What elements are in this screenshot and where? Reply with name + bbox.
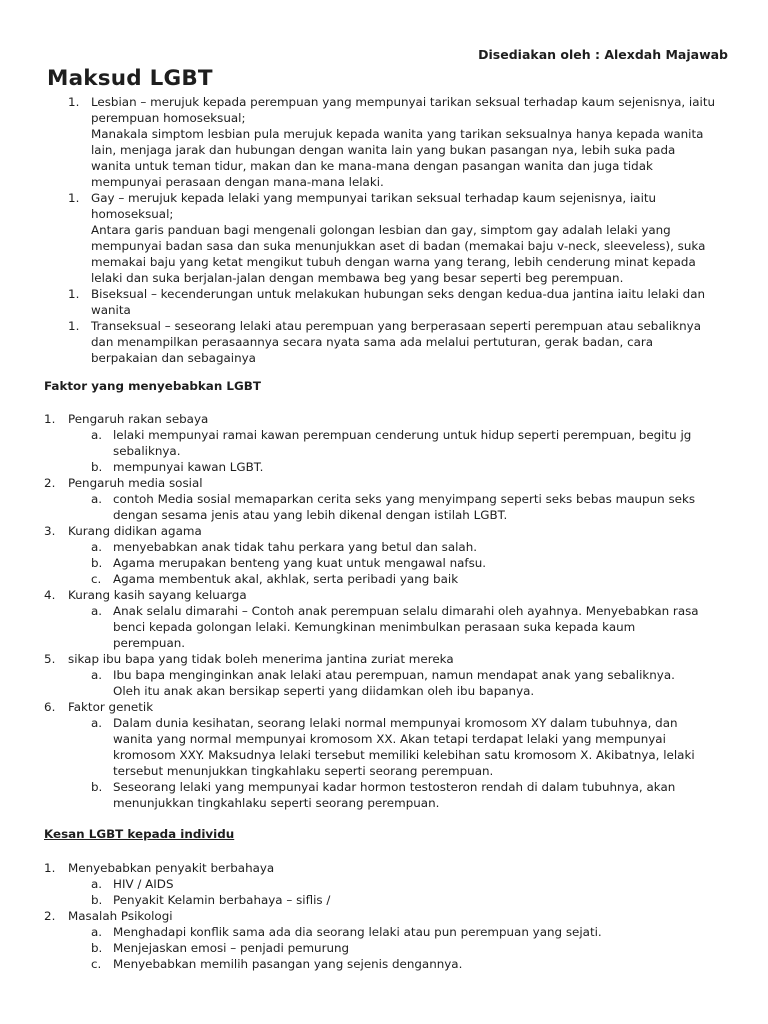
sub-item-text: menunjukkan tingkahlaku seperti seorang perempuan. [113, 796, 440, 810]
definition-text: lelaki dan suka berjalan-jalan dengan membawa beg yang besar seperti beg perempuan. [91, 271, 624, 285]
definition-text: Lesbian – merujuk kepada perempuan yang mempunyai tarikan seksual terhadap kaum sejenisnya, iaitu [91, 95, 716, 109]
definition-text: Transeksual – seseorang lelaki atau perempuan yang berperasaan seperti perempuan atau sebaliknya [91, 319, 701, 333]
sub-item-text: benci kepada golongan lelaki. Kemungkinan menimbulkan perasaan suka kepada kaum [113, 620, 636, 634]
definition-text: homoseksual; [91, 207, 174, 221]
definition-text: dan menampilkan perasaannya secara nyata sama ada melalui pertuturan, gerak badan, cara [91, 335, 654, 349]
sub-item-text: HIV / AIDS [113, 877, 174, 891]
sub-item-text: tersebut menunjukkan tingkahlaku seperti seorang perempuan. [113, 764, 494, 778]
sub-item-letter: a. [91, 877, 103, 891]
sub-item-text: Menjejaskan emosi – penjadi pemurung [113, 941, 350, 955]
definition-text: berpakaian dan sebagainya [91, 351, 256, 365]
list-item-title: Kurang didikan agama [68, 524, 202, 538]
definition-text: Antara garis panduan bagi mengenali golongan lesbian dan gay, simptom gay adalah lelaki yang [91, 223, 671, 237]
list-item-number: 2. [44, 909, 56, 923]
sub-item-text: Agama merupakan benteng yang kuat untuk mengawal nafsu. [113, 556, 487, 570]
list-item-title: Kurang kasih sayang keluarga [68, 588, 247, 602]
sub-item-letter: b. [91, 556, 103, 570]
sub-item-text: contoh Media sosial memaparkan cerita seks yang menyimpang seperti seks bebas maupun seks [113, 492, 696, 506]
sub-item-letter: a. [91, 492, 103, 506]
sub-item-letter: a. [91, 668, 103, 682]
sub-item-text: Menghadapi konflik sama ada dia seorang lelaki atau pun perempuan yang sejati. [113, 925, 602, 939]
sub-item-text: menyebabkan anak tidak tahu perkara yang betul dan salah. [113, 540, 478, 554]
definition-number: 1. [68, 287, 80, 301]
sub-item-letter: b. [91, 460, 103, 474]
section-heading-factors: Faktor yang menyebabkan LGBT [44, 379, 261, 393]
definition-text: wanita untuk teman tidur, makan dan ke mana-mana dengan pasangan wanita dan juga tidak [91, 159, 653, 173]
author-credit: Disediakan oleh : Alexdah Majawab [478, 47, 728, 62]
definition-number: 1. [68, 319, 80, 333]
definition-text: mempunyai badan sasa dan suka menunjukkan aset di badan (memakai baju v-neck, sleeveless), suka [91, 239, 706, 253]
definition-text: Manakala simptom lesbian pula merujuk kepada wanita yang tarikan seksualnya hanya kepada wanita [91, 127, 704, 141]
definition-text: wanita [91, 303, 131, 317]
list-item-number: 2. [44, 476, 56, 490]
sub-item-letter: a. [91, 604, 103, 618]
page-title: Maksud LGBT [47, 66, 213, 91]
definition-text: memakai baju yang ketat mengikut tubuh dengan warna yang terang, lebih cenderung minat kepada [91, 255, 696, 269]
list-item-number: 1. [44, 861, 56, 875]
sub-item-text: Anak selalu dimarahi – Contoh anak perempuan selalu dimarahi oleh ayahnya. Menyebabkan rasa [113, 604, 699, 618]
definition-number: 1. [68, 95, 80, 109]
list-item-title: Pengaruh rakan sebaya [68, 412, 209, 426]
sub-item-text: wanita yang normal mempunyai kromosom XX. Akan tetapi terdapat lelaki yang mempunyai [113, 732, 666, 746]
list-item-number: 6. [44, 700, 56, 714]
sub-item-text: Menyebabkan memilih pasangan yang sejenis dengannya. [113, 957, 463, 971]
sub-item-text: perempuan. [113, 636, 186, 650]
sub-item-text: Ibu bapa menginginkan anak lelaki atau perempuan, namun mendapat anak yang sebaliknya. [113, 668, 675, 682]
definition-text: mempunyai perasaan dengan mana-mana lelaki. [91, 175, 384, 189]
definition-text: lain, menjaga jarak dan hubungan dengan wanita lain yang bukan pasangan nya, lebih suka pada [91, 143, 676, 157]
sub-item-letter: a. [91, 428, 103, 442]
sub-item-letter: a. [91, 716, 103, 730]
sub-item-letter: a. [91, 540, 103, 554]
sub-item-text: Seseorang lelaki yang mempunyai kadar hormon testosteron rendah di dalam tubuhnya, akan [113, 780, 676, 794]
list-item-title: Masalah Psikologi [68, 909, 173, 923]
sub-item-text: sebaliknya. [113, 444, 181, 458]
list-item-number: 4. [44, 588, 56, 602]
sub-item-text: Dalam dunia kesihatan, seorang lelaki normal mempunyai kromosom XY dalam tubuhnya, dan [113, 716, 678, 730]
definition-text: Gay – merujuk kepada lelaki yang mempunyai tarikan seksual terhadap kaum sejenisnya, iaitu [91, 191, 657, 205]
section-heading-effects: Kesan LGBT kepada individu [44, 827, 235, 841]
list-item-title: Menyebabkan penyakit berbahaya [68, 861, 275, 875]
list-item-number: 5. [44, 652, 56, 666]
sub-item-letter: c. [91, 572, 102, 586]
list-item-number: 1. [44, 412, 56, 426]
list-item-number: 3. [44, 524, 56, 538]
sub-item-letter: a. [91, 925, 103, 939]
sub-item-letter: c. [91, 957, 102, 971]
sub-item-text: Oleh itu anak akan bersikap seperti yang diidamkan oleh ibu bapanya. [113, 684, 535, 698]
sub-item-text: dengan sesama jenis atau yang lebih dikenal dengan istilah LGBT. [113, 508, 508, 522]
sub-item-text: kromosom XXY. Maksudnya lelaki tersebut memiliki kelebihan satu kromosom X. Akibatnya, lelaki [113, 748, 695, 762]
list-item-title: Faktor genetik [68, 700, 154, 714]
sub-item-text: mempunyai kawan LGBT. [113, 460, 264, 474]
sub-item-text: lelaki mempunyai ramai kawan perempuan cenderung untuk hidup seperti perempuan, begitu jg [113, 428, 692, 442]
sub-item-text: Agama membentuk akal, akhlak, serta peribadi yang baik [113, 572, 459, 586]
list-item-title: sikap ibu bapa yang tidak boleh menerima jantina zuriat mereka [68, 652, 454, 666]
sub-item-text: Penyakit Kelamin berbahaya – siflis / [113, 893, 331, 907]
definition-number: 1. [68, 191, 80, 205]
sub-item-letter: b. [91, 941, 103, 955]
sub-item-letter: b. [91, 893, 103, 907]
definition-text: Biseksual – kecenderungan untuk melakukan hubungan seks dengan kedua-dua jantina iaitu lelaki dan [91, 287, 706, 301]
sub-item-letter: b. [91, 780, 103, 794]
list-item-title: Pengaruh media sosial [68, 476, 203, 490]
definition-text: perempuan homoseksual; [91, 111, 246, 125]
